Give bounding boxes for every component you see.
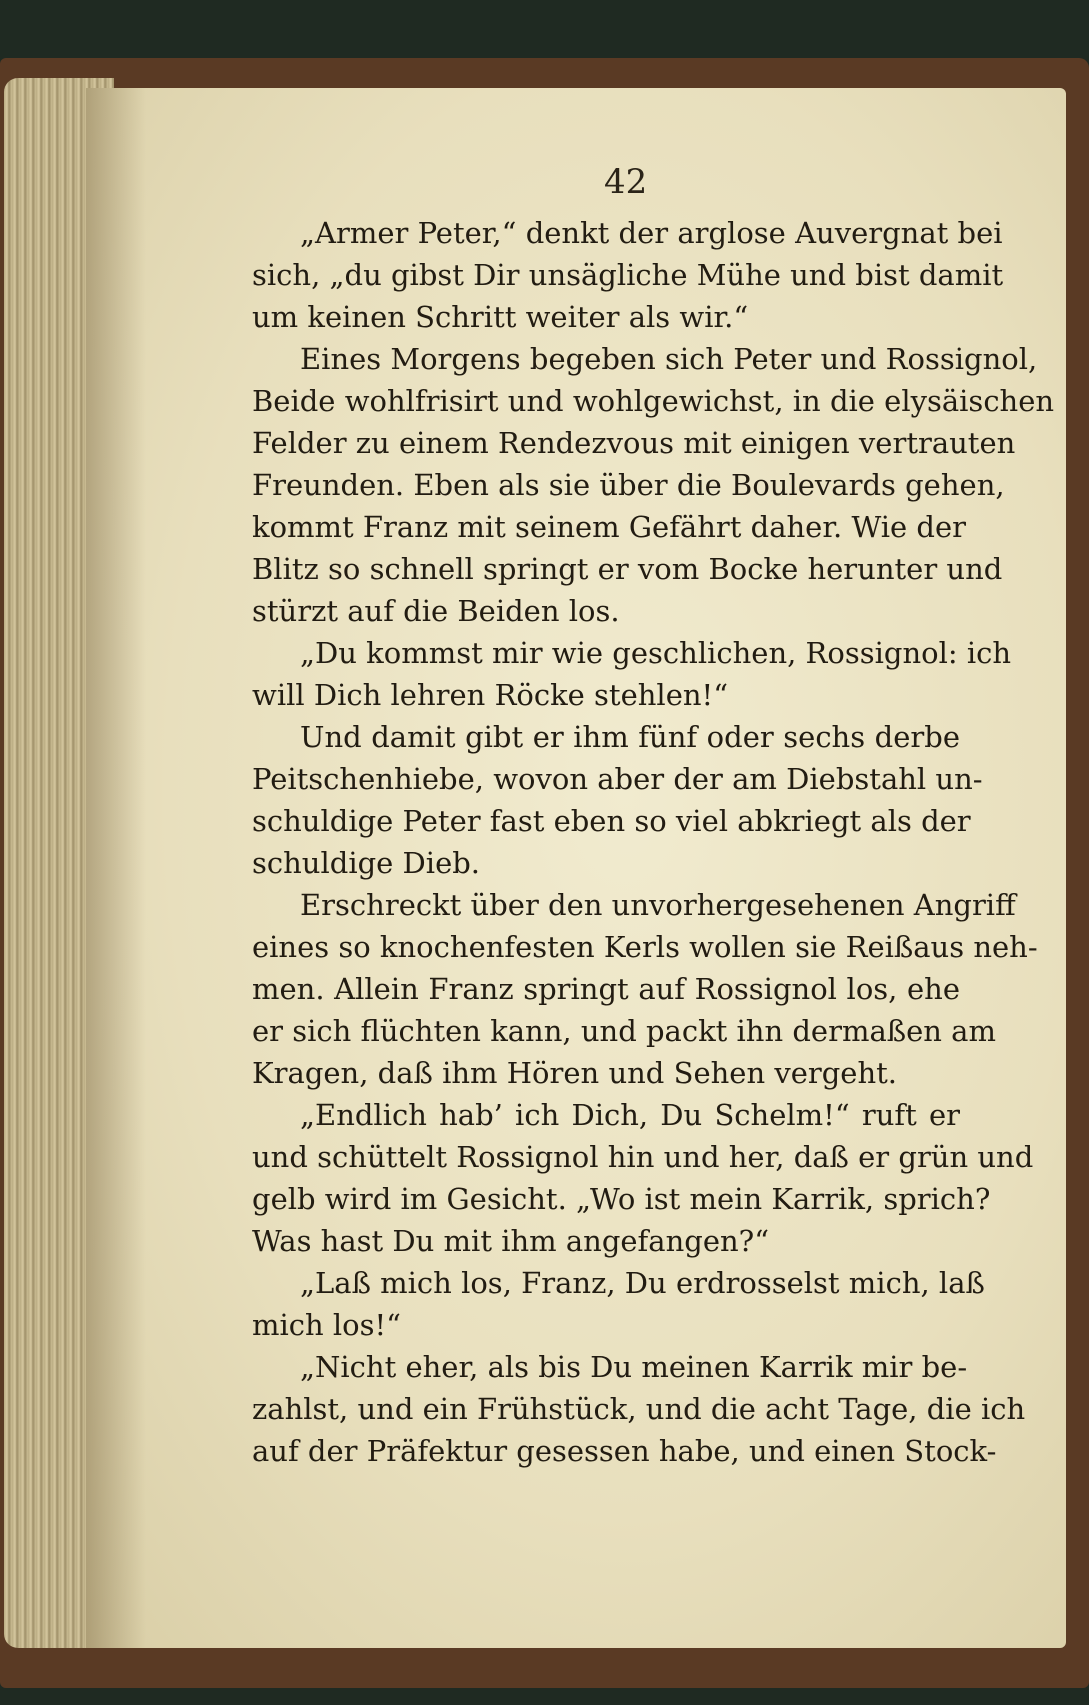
text-line: zahlst, und ein Frühstück, und die acht Tage, die ich [252, 1392, 1026, 1426]
text-line: schuldige Peter fast eben so viel abkriegt als der [252, 804, 971, 838]
text-line: Und damit gibt er ihm fünf oder sechs derbe [300, 720, 960, 754]
text-line: eines so knochenfesten Kerls wollen sie Reißaus neh- [252, 930, 1038, 964]
text-line: Beide wohlfrisirt und wohlgewichst, in die elysäischen [252, 384, 1055, 418]
text-line: Blitz so schnell springt er vom Bocke herunter und [252, 552, 1003, 586]
text-line: Was hast Du mit ihm angefangen?“ [252, 1224, 770, 1258]
text-line: „Du kommst mir wie geschlichen, Rossignol: ich [300, 636, 1012, 670]
text-line: Peitschenhiebe, wovon aber der am Diebstahl un- [252, 762, 983, 796]
text-line: Freunden. Eben als sie über die Boulevards gehen, [252, 468, 1005, 502]
text-line: er sich flüchten kann, und packt ihn dermaßen am [252, 1014, 996, 1048]
text-line: und schüttelt Rossignol hin und her, daß er grün und [252, 1140, 1034, 1174]
page-number: 42 [604, 162, 648, 202]
text-line: Felder zu einem Rendezvous mit einigen vertrauten [252, 426, 1016, 460]
page-gutter-shadow [86, 88, 146, 1648]
text-line: „Armer Peter,“ denkt der arglose Auvergnat bei [300, 216, 1003, 250]
text-line: stürzt auf die Beiden los. [252, 594, 620, 628]
text-line: um keinen Schritt weiter als wir.“ [252, 300, 749, 334]
text-line: „Nicht eher, als bis Du meinen Karrik mir be- [300, 1350, 968, 1384]
text-line: Kragen, daß ihm Hören und Sehen vergeht. [252, 1056, 898, 1090]
text-line: men. Allein Franz springt auf Rossignol los, ehe [252, 972, 960, 1006]
text-line: Eines Morgens begeben sich Peter und Rossignol, [300, 342, 1038, 376]
text-line: kommt Franz mit seinem Gefährt daher. Wie der [252, 510, 966, 544]
text-line: mich los!“ [252, 1308, 402, 1342]
text-line: schuldige Dieb. [252, 846, 481, 880]
text-line: auf der Präfektur gesessen habe, und einen Stock- [252, 1434, 997, 1468]
text-line: „Laß mich los, Franz, Du erdrosselst mich, laß [300, 1266, 985, 1300]
text-line: gelb wird im Gesicht. „Wo ist mein Karrik, sprich? [252, 1182, 991, 1216]
body-text [252, 212, 1055, 1472]
text-line: sich, „du gibst Dir unsägliche Mühe und bist damit [252, 258, 1004, 292]
text-line: will Dich lehren Röcke stehlen!“ [252, 678, 729, 712]
text-line: „Endlich hab’ ich Dich, Du Schelm!“ ruft er [300, 1098, 960, 1132]
text-line: Erschreckt über den unvorhergesehenen Angriff [300, 888, 1016, 922]
